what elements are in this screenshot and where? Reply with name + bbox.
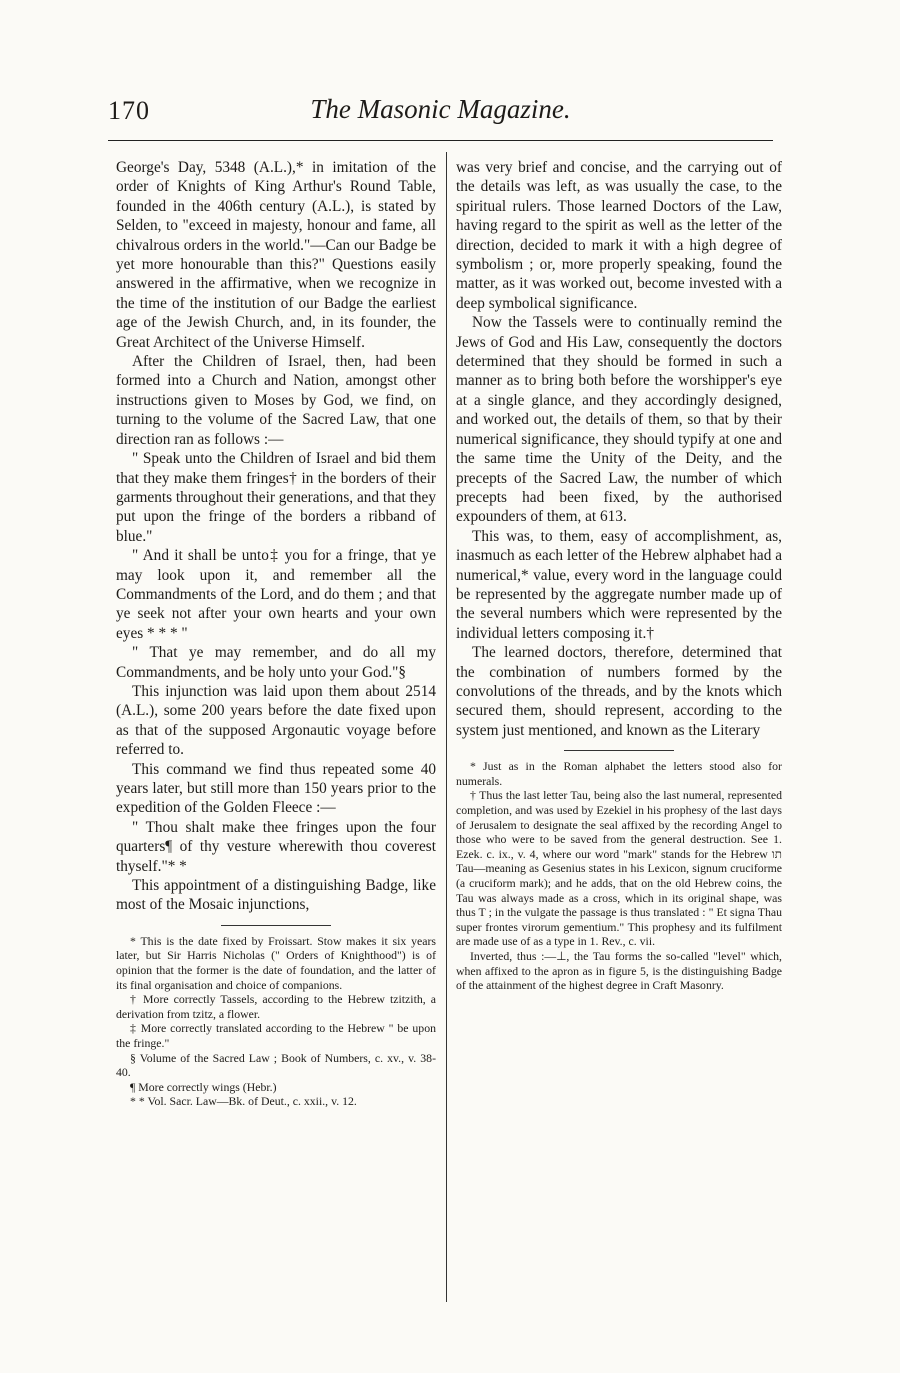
paragraph: The learned doctors, therefore, determined that the combination of numbers formed by the convolutions of the threads, and by the knots which secured them, should represent, according to the system just mentioned, and known as the Literary [456, 644, 782, 739]
paragraph: Now the Tassels were to continually remind the Jews of God and His Law, consequently the doctors determined that they should be formed in such a manner as to bring both before the worshipper's eye at a single glance, and they accordingly designed, and worked out, the details of them, so that by their numerical significance, they should typify at one and the same time the Unity of the Deity, and the precepts of the Sacred Law, the number of which precepts had been fixed, by the authorised expounders of them, at 613. [456, 314, 782, 526]
left-column [116, 158, 436, 1109]
right-body-text [456, 158, 782, 740]
footnote-rule [564, 750, 674, 751]
footnote: ‡ More correctly translated according to the Hebrew " be upon the fringe." [116, 1021, 436, 1050]
paragraph: " And it shall be unto‡ you for a fringe, that ye may look upon it, and remember all the Commandments of the Lord, and do them ; and that ye seek not after your own hearts and your own eyes * * * " [116, 547, 436, 642]
paragraph: " That ye may remember, and do all my Commandments, and be holy unto your God."§ [116, 644, 436, 681]
right-footnotes [456, 759, 782, 993]
paragraph: This command we find thus repeated some 40 years later, but still more than 150 years prior to the expedition of the Golden Fleece :— [116, 760, 436, 817]
paragraph: " Thou shalt make thee fringes upon the four quarters¶ of thy vesture wherewith thou coverest thyself."* * [116, 818, 436, 875]
column-divider [446, 152, 447, 1302]
footnote-rule [221, 925, 331, 926]
paragraph: " Speak unto the Children of Israel and bid them that they make them fringes† in the borders of their garments throughout their generations, and that they put upon the fringe of the borders a ribband of blue." [116, 450, 436, 545]
header-rule [108, 140, 773, 141]
footnote: * This is the date fixed by Froissart. Stow makes it six years later, but Sir Harris Nicholas (" Orders of Knighthood") is of opinion that the former is the date of foundation, and the latter of its final organisation and choice of companions. [116, 933, 436, 992]
footnote: * * Vol. Sacr. Law—Bk. of Deut., c. xxii., v. 12. [130, 1094, 357, 1109]
left-body-text [116, 158, 436, 915]
footnote: ¶ More correctly wings (Hebr.) [130, 1079, 277, 1094]
paragraph: was very brief and concise, and the carrying out of the details was left, as was usually the case, to the spiritual rulers. Those learned Doctors of the Law, having regard to the spirit as well as the letter of the direction, decided to mark it with a high degree of symbolism ; or, more properly speaking, found the matter, as it was worked out, become invested with a deep symbolical significance. [456, 159, 782, 312]
paragraph: This injunction was laid upon them about 2514 (A.L.), some 200 years before the date fixed upon as that of the supposed Argonautic voyage before referred to. [116, 682, 436, 759]
running-title: The Masonic Magazine. [310, 94, 571, 124]
page-header [108, 92, 773, 144]
paragraph: George's Day, 5348 (A.L.),* in imitation of the order of Knights of King Arthur's Round Table, founded in the 406th century (A.L.), is stated by Selden, to "exceed in majesty, honour and fame, all chivalrous orders in the world."—Can our Badge be yet more honourable than this?" Questions easily answered in the affirmative, when we recognize in the time of the institution of our Badge the earliest age of the Jewish Church, and, in its founder, the Great Architect of the Universe Himself. [116, 159, 436, 351]
paragraph: This was, to them, easy of accomplishment, as, inasmuch as each letter of the Hebrew alphabet had a numerical,* value, every word in the language could be represented by the aggregate number made up of the several numbers which were represented by the individual letters composing it.† [456, 527, 782, 642]
footnote: Inverted, thus :—⊥, the Tau forms the so-called "level" which, when affixed to the apron as in figure 5, is the distinguishing Badge of the attainment of the highest degree in Craft Masonry. [456, 948, 782, 993]
paragraph: This appointment of a distinguishing Badge, like most of the Mosaic injunctions, [116, 877, 436, 914]
right-column [456, 158, 782, 993]
paragraph: After the Children of Israel, then, had been formed into a Church and Nation, amongst other instructions given to Moses by God, we find, on turning to the volume of the Sacred Law, that one direction ran as follows :— [116, 353, 436, 448]
footnote: † Thus the last letter Tau, being also the last numeral, represented completion, and was used by Ezekiel in his prophesy of the last days of Jerusalem to designate the seal affixed by the recording Angel to those who were to be saved from the general destruction. See 1. Ezek. c. ix., v. 4, where our word "mark" stands for the Hebrew תו Tau—meaning as Gesenius states in his Lexicon, signum cruciforme (a cruciform mark); and he adds, that on the old Hebrew coins, the Tau was always made as a cross, which in its original shape, was thus T ; in the vulgate the passage is thus translated : " Et signa Thau super frontes virorum gementium." This prophesy and its fulfilment are made use of as a type in 1. Rev., c. vii. [456, 788, 782, 949]
footnote: § Volume of the Sacred Law ; Book of Numbers, c. xv., v. 38-40. [116, 1050, 436, 1080]
footnote: † More correctly Tassels, according to the Hebrew tzitzith, a derivation from tzitz, a flower. [116, 992, 436, 1021]
left-footnotes [116, 934, 436, 1109]
footnote: * Just as in the Roman alphabet the letters stood also for numerals. [456, 759, 782, 788]
page-number: 170 [108, 96, 150, 125]
